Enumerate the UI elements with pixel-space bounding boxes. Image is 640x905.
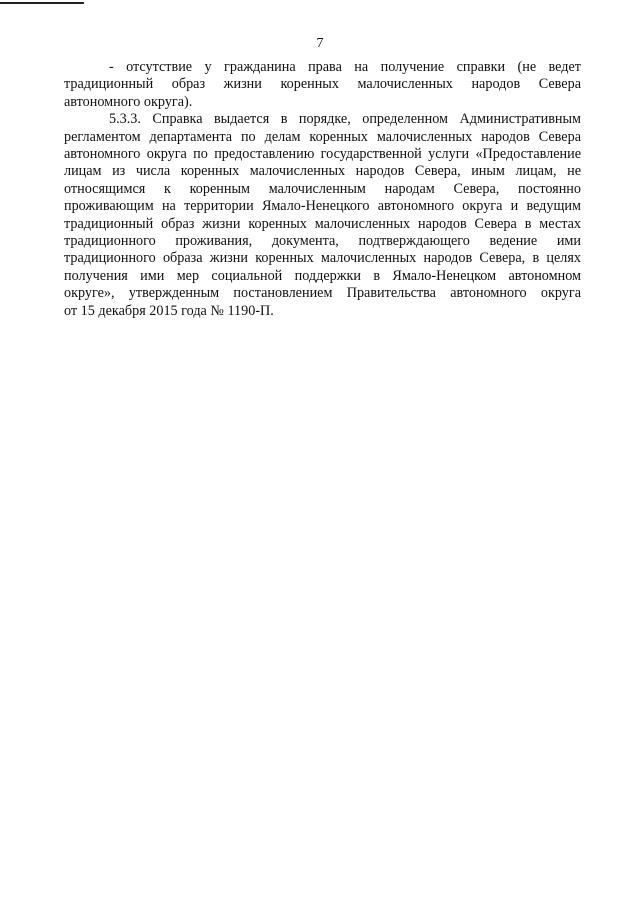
text-line: регламентом департамента по делам коренных малочисленных народов Севера — [64, 128, 581, 145]
document-body — [64, 59, 581, 320]
text-line: традиционного проживания, документа, подтверждающего ведение ими — [64, 233, 581, 250]
page-number: 7 — [316, 36, 324, 51]
text-line: относящимся к коренным малочисленным народам Севера, постоянно — [64, 180, 581, 197]
text-line: лицам из числа коренных малочисленных народов Севера, иным лицам, не — [64, 163, 581, 180]
text-line: от 15 декабря 2015 года № 1190-П. — [64, 302, 274, 319]
text-line: традиционного образа жизни коренных малочисленных народов Севера, в целях — [64, 250, 581, 267]
text-line: автономного округа по предоставлению государственной услуги «Предоставление — [64, 146, 581, 163]
text-line: традиционный образ жизни коренных малочисленных народов Севера — [64, 76, 581, 93]
text-line: традиционный образ жизни коренных малочисленных народов Севера в местах — [64, 215, 581, 232]
corner-rule — [0, 2, 84, 4]
text-line: получения ими мер социальной поддержки в Ямало-Ненецком автономном — [64, 267, 581, 284]
text-line: 5.3.3. Справка выдается в порядке, определенном Административным — [109, 111, 581, 128]
text-line: - отсутствие у гражданина права на получение справки (не ведет — [109, 59, 581, 75]
text-line: автономного округа). — [64, 93, 193, 110]
text-line: округе», утвержденным постановлением Правительства автономного округа — [64, 285, 581, 302]
text-line: проживающим на территории Ямало-Ненецкого автономного округа и ведущим — [64, 198, 581, 215]
